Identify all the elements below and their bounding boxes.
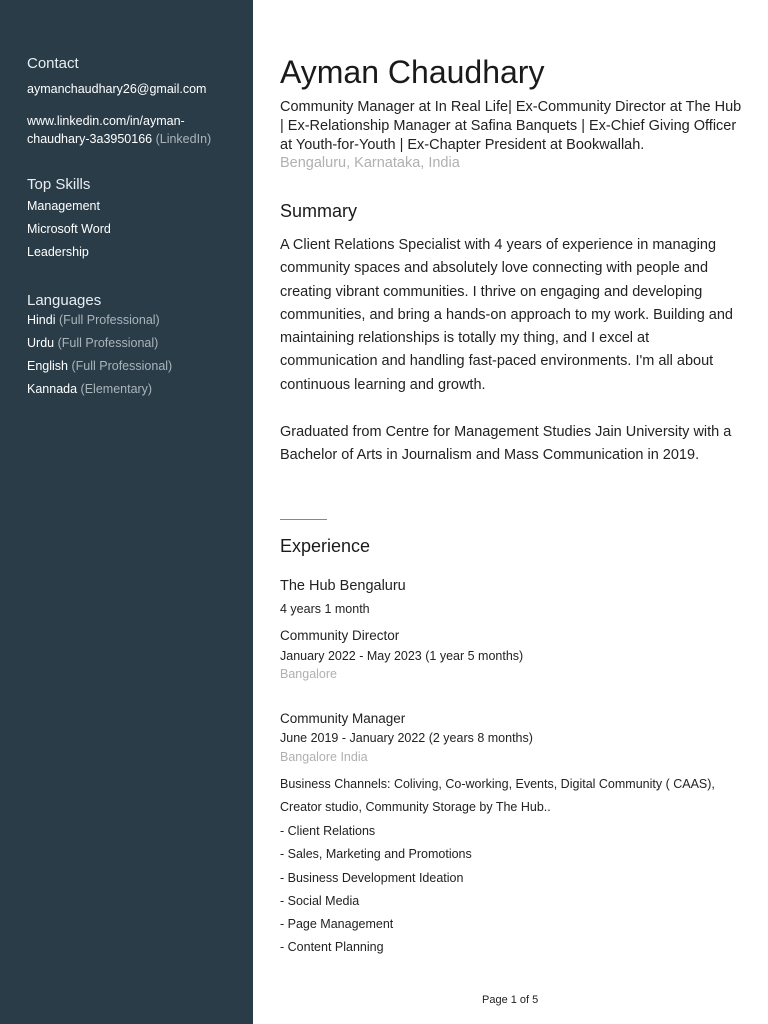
role-location: Bangalore	[280, 667, 337, 681]
linkedin-link[interactable]	[27, 112, 241, 148]
summary-paragraph: A Client Relations Specialist with 4 years of experience in managing community spaces and absolutely love connecting with people and creating vibrant communities. I thrive on engaging and developing communities, and bring a hands-on approach to my work. Building and maintaining relationships is totally my thing, and I excel at communication and handling fast-paced environments. I'm all about continuous learning and growth.	[280, 237, 733, 393]
linkedin-label: (LinkedIn)	[155, 132, 212, 146]
role-location: Bangalore India	[280, 750, 368, 764]
language-item	[27, 332, 241, 355]
skill-item: Microsoft Word	[27, 222, 111, 236]
language-name: Kannada	[27, 382, 78, 396]
language-level: (Elementary)	[80, 382, 153, 396]
profile-location: Bengaluru, Karnataka, India	[280, 155, 460, 171]
email-link[interactable]: aymanchaudhary26@gmail.com	[27, 82, 207, 96]
role-dates: January 2022 - May 2023 (1 year 5 months)	[280, 649, 524, 663]
company-name: The Hub Bengaluru	[280, 578, 406, 594]
list-item: - Client Relations	[280, 824, 376, 838]
list-item: - Social Media	[280, 894, 360, 908]
language-item	[27, 378, 241, 401]
role-description: Business Channels: Coliving, Co-working, Events, Digital Community ( CAAS), Creator studio, Community Storage by The Hub..	[280, 777, 715, 815]
language-item	[27, 309, 241, 332]
languages-heading: Languages	[27, 292, 102, 309]
role-dates: June 2019 - January 2022 (2 years 8 months)	[280, 731, 533, 745]
linkedin-url-line2: chaudhary-3a3950166	[27, 132, 153, 146]
contact-section	[27, 55, 241, 148]
role-title: Community Manager	[280, 711, 406, 726]
language-name: English	[27, 359, 68, 373]
section-divider	[280, 519, 327, 520]
company-duration: 4 years 1 month	[280, 602, 370, 616]
list-item: - Business Development Ideation	[280, 871, 464, 885]
summary-heading: Summary	[280, 201, 358, 221]
skill-item: Leadership	[27, 245, 89, 259]
skills-section	[27, 176, 241, 264]
skills-heading: Top Skills	[27, 176, 91, 193]
language-name: Urdu	[27, 336, 55, 350]
contact-heading: Contact	[27, 55, 79, 72]
language-level: (Full Professional)	[71, 359, 173, 373]
role-title: Community Director	[280, 628, 400, 643]
list-item: - Page Management	[280, 917, 394, 931]
language-name: Hindi	[27, 313, 56, 327]
education-paragraph: Graduated from Centre for Management Studies Jain University with a Bachelor of Arts in Journalism and Mass Communication in 2019.	[280, 424, 732, 464]
linkedin-url-line1: www.linkedin.com/in/ayman-	[27, 114, 185, 128]
languages-section	[27, 292, 241, 401]
list-item: - Content Planning	[280, 940, 384, 954]
language-item	[27, 355, 241, 378]
list-item: - Sales, Marketing and Promotions	[280, 847, 472, 861]
language-level: (Full Professional)	[58, 313, 160, 327]
language-level: (Full Professional)	[57, 336, 159, 350]
skill-item: Management	[27, 199, 100, 213]
profile-headline: Community Manager at In Real Life| Ex-Community Director at The Hub | Ex-Relationship Manager at Safina Banquets | Ex-Chief Giving Officer at Youth-for-Youth | Ex-Chapter President at Bookwallah.	[280, 99, 742, 153]
profile-name: Ayman Chaudhary	[280, 54, 545, 90]
experience-heading: Experience	[280, 536, 371, 556]
sidebar	[0, 0, 253, 1024]
page-number: Page 1 of 5	[482, 994, 539, 1006]
